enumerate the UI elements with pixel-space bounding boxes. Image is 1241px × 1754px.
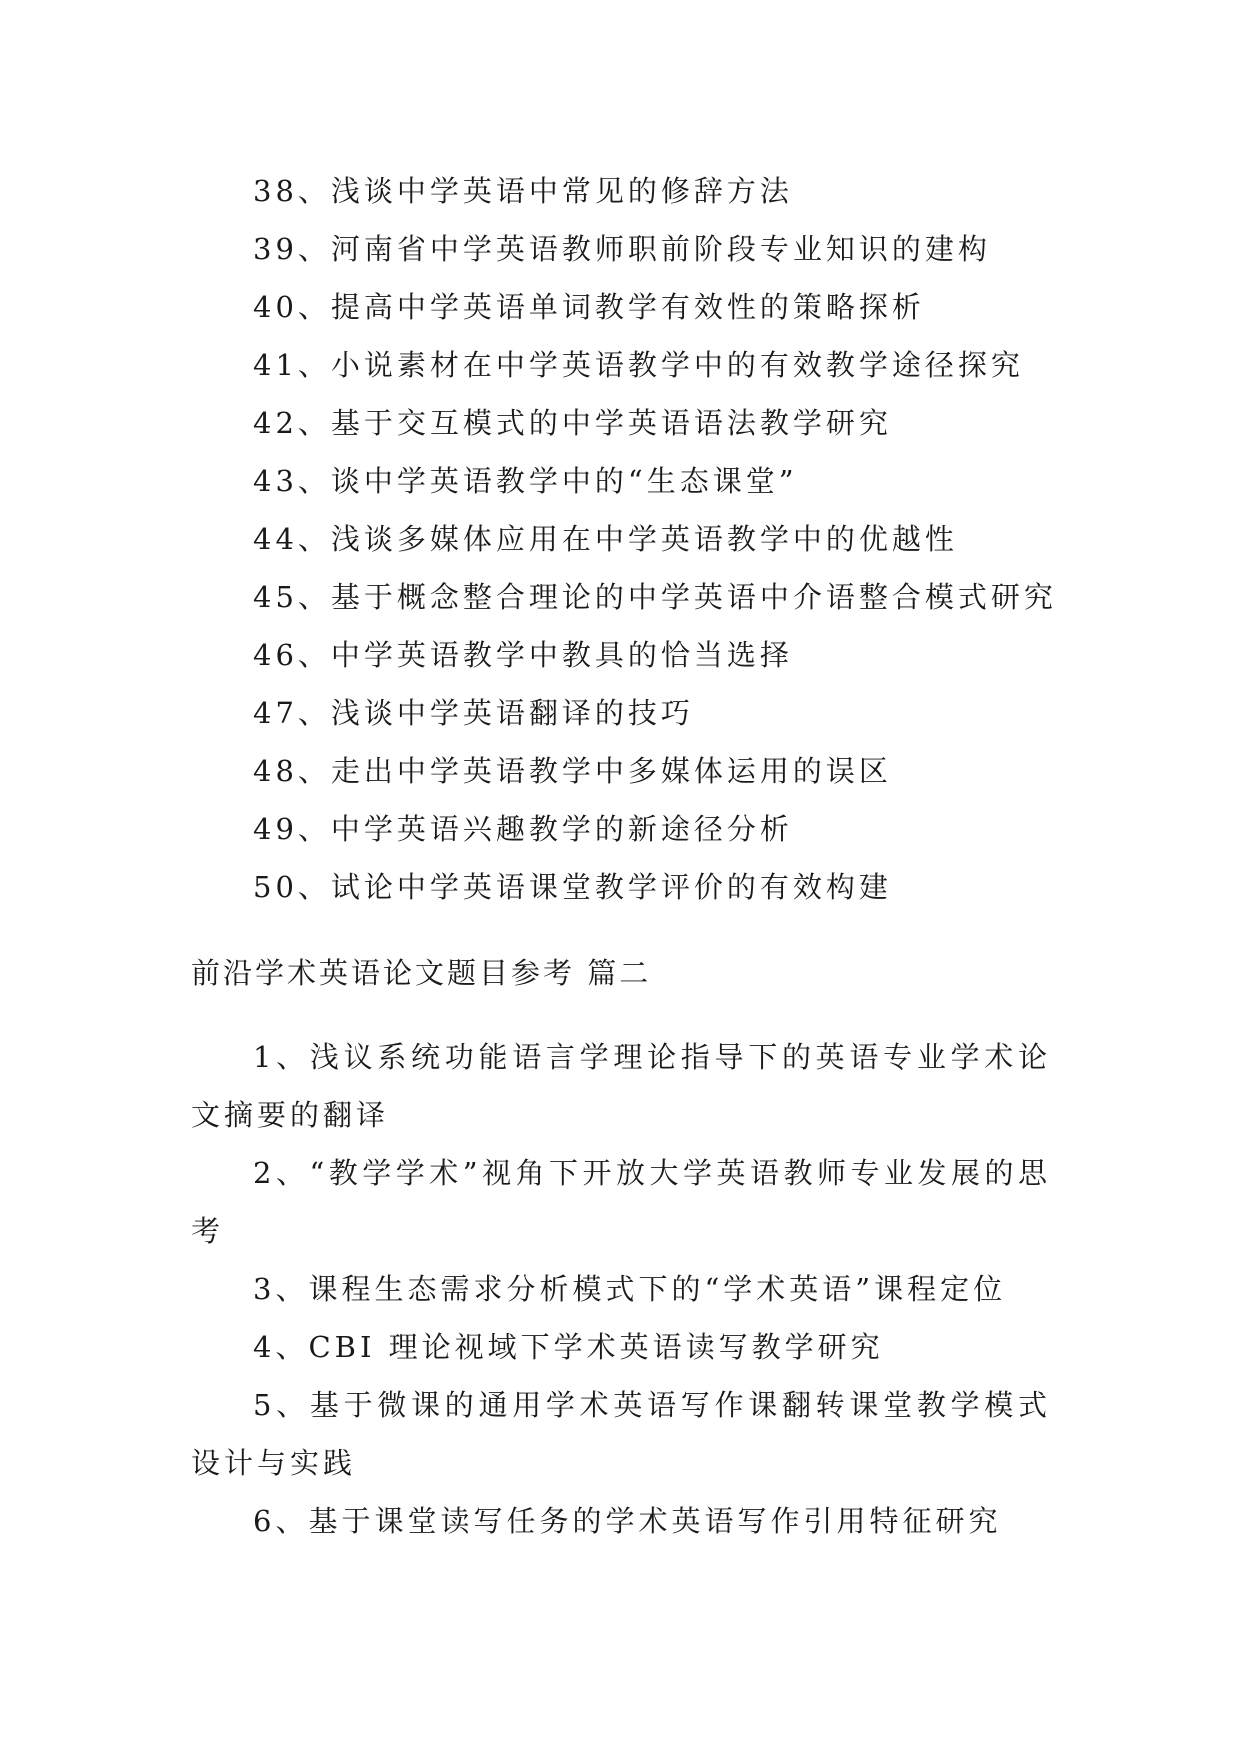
list-item: 41、小说素材在中学英语教学中的有效教学途径探究 <box>253 348 1024 382</box>
list-item: 1、浅议系统功能语言学理论指导下的英语专业学术论文摘要的翻译 <box>191 1040 1051 1132</box>
list-item: 46、中学英语教学中教具的恰当选择 <box>253 638 793 672</box>
list-item: 4、CBI 理论视域下学术英语读写教学研究 <box>253 1330 884 1364</box>
list-item: 49、中学英语兴趣教学的新途径分析 <box>253 812 793 846</box>
list-item: 40、提高中学英语单词教学有效性的策略探析 <box>253 290 925 324</box>
list-item: 50、试论中学英语课堂教学评价的有效构建 <box>253 870 892 904</box>
thesis-topic-list-part1 <box>253 162 1057 916</box>
list-item: 43、谈中学英语教学中的“生态课堂” <box>253 464 798 498</box>
list-item: 48、走出中学英语教学中多媒体运用的误区 <box>253 754 892 788</box>
thesis-topic-list-part2 <box>191 1028 1051 1550</box>
list-item: 39、河南省中学英语教师职前阶段专业知识的建构 <box>253 232 991 266</box>
list-item: 45、基于概念整合理论的中学英语中介语整合模式研究 <box>253 580 1057 614</box>
list-item: 42、基于交互模式的中学英语语法教学研究 <box>253 406 892 440</box>
list-item: 47、浅谈中学英语翻译的技巧 <box>253 696 694 730</box>
list-item: 2、“教学学术”视角下开放大学英语教师专业发展的思考 <box>191 1156 1051 1248</box>
list-item: 3、课程生态需求分析模式下的“学术英语”课程定位 <box>253 1272 1007 1306</box>
list-item: 5、基于微课的通用学术英语写作课翻转课堂教学模式设计与实践 <box>191 1388 1051 1480</box>
section-title: 前沿学术英语论文题目参考 篇二 <box>191 956 652 990</box>
list-item: 44、浅谈多媒体应用在中学英语教学中的优越性 <box>253 522 958 556</box>
list-item: 38、浅谈中学英语中常见的修辞方法 <box>253 174 793 208</box>
list-item: 6、基于课堂读写任务的学术英语写作引用特征研究 <box>253 1504 1002 1538</box>
